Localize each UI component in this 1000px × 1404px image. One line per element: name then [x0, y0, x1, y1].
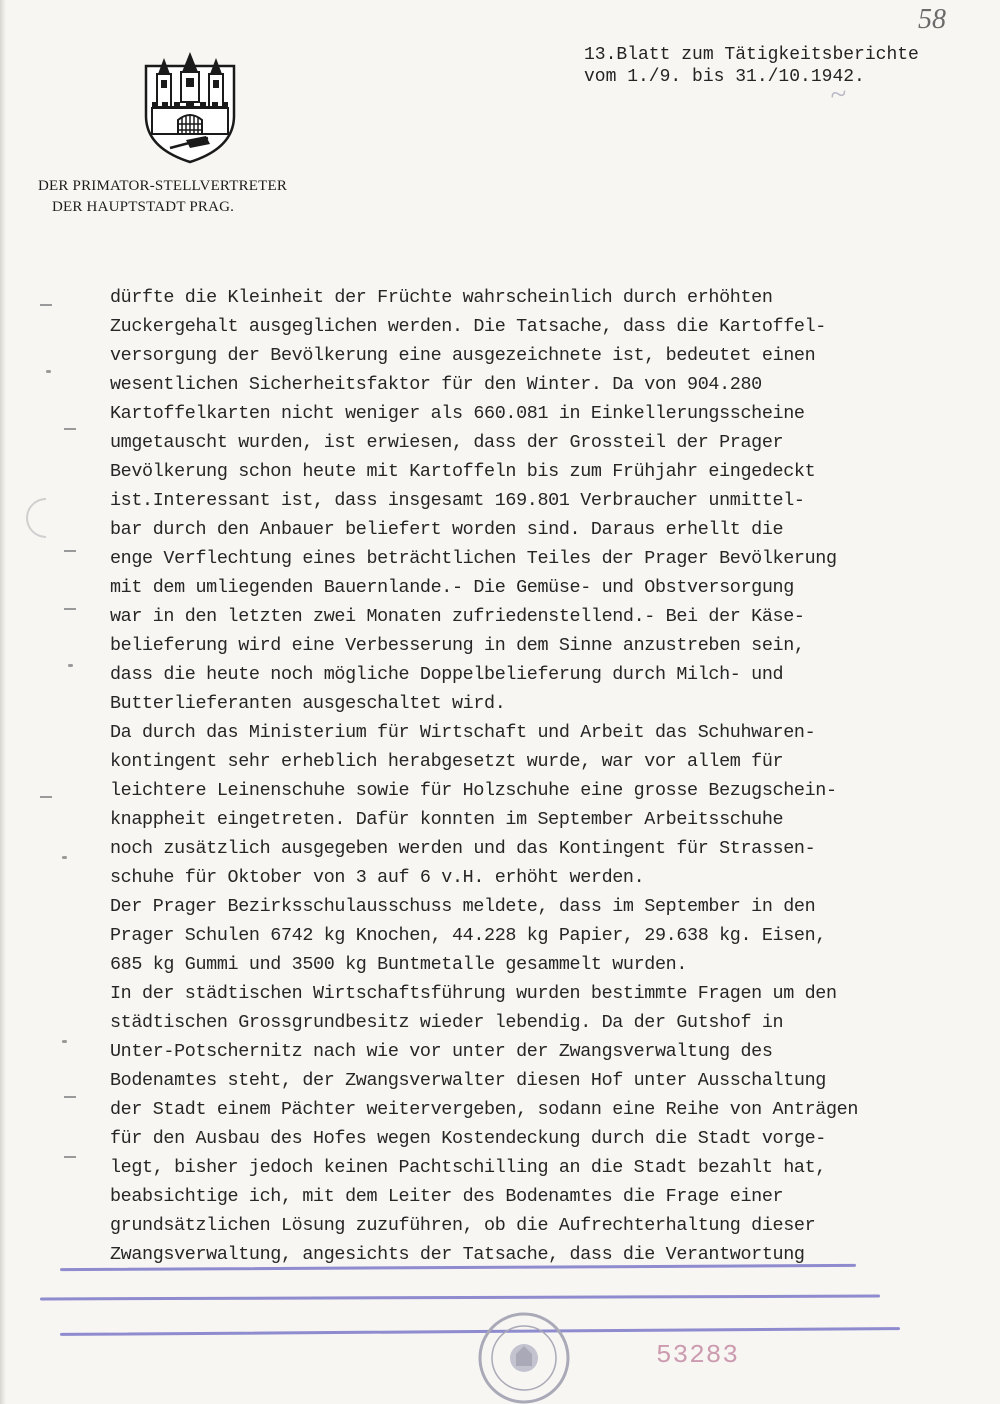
text-line: war in den letzten zwei Monaten zufriedenstellend.- Bei der Käse-: [110, 606, 805, 627]
text-line: dass die heute noch mögliche Doppelbelieferung durch Milch- und: [110, 664, 784, 685]
text-line: schuhe für Oktober von 3 auf 6 v.H. erhöht werden.: [110, 867, 645, 888]
text-line: Bodenamtes steht, der Zwangsverwalter diesen Hof unter Ausschaltung: [110, 1070, 826, 1091]
margin-mark: [40, 796, 52, 798]
margin-mark: [64, 1156, 76, 1158]
report-reference: [584, 44, 919, 88]
text-line: Unter-Potschernitz nach wie vor unter der Zwangsverwaltung des: [110, 1041, 773, 1062]
margin-mark: [62, 856, 67, 859]
text-line: noch zusätzlich ausgegeben werden und das Kontingent für Strassen-: [110, 838, 816, 859]
text-line: mit dem umliegenden Bauernlande.- Die Gemüse- und Obstversorgung: [110, 577, 794, 598]
text-line: Prager Schulen 6742 kg Knochen, 44.228 kg Papier, 29.638 kg. Eisen,: [110, 925, 826, 946]
report-period-line: vom 1./9. bis 31./10.1942.: [584, 67, 865, 87]
text-line: kontingent sehr erheblich herabgesetzt wurde, war vor allem für: [110, 751, 784, 772]
archive-number: 53283: [656, 1340, 740, 1370]
text-line: Da durch das Ministerium für Wirtschaft und Arbeit das Schuhwaren-: [110, 722, 816, 743]
report-body-text: [110, 283, 990, 1269]
text-line: versorgung der Bevölkerung eine ausgezeichnete ist, bedeutet einen: [110, 345, 816, 366]
text-line: bar durch den Anbauer beliefert worden sind. Daraus erhellt die: [110, 519, 784, 540]
archive-stamp-icon: [476, 1310, 572, 1404]
pencil-underline: [40, 1295, 880, 1301]
prague-coat-of-arms-icon: [140, 44, 240, 164]
margin-mark: [62, 1040, 67, 1043]
text-line: Der Prager Bezirksschulausschuss meldete, dass im September in den: [110, 896, 816, 917]
text-line: Zuckergehalt ausgeglichen werden. Die Tatsache, dass die Kartoffel-: [110, 316, 826, 337]
text-line: dürfte die Kleinheit der Früchte wahrscheinlich durch erhöhten: [110, 287, 773, 308]
text-line: umgetauscht wurden, ist erwiesen, dass der Grossteil der Prager: [110, 432, 784, 453]
text-line: Butterlieferanten ausgeschaltet wird.: [110, 693, 506, 714]
text-line: enge Verflechtung eines beträchtlichen Teiles der Prager Bevölkerung: [110, 548, 837, 569]
folio-number: 58: [918, 4, 946, 35]
margin-mark: [46, 370, 51, 373]
margin-mark: [64, 1096, 76, 1098]
margin-mark: [64, 428, 76, 430]
page-edge-shadow: [0, 0, 6, 1404]
text-line: legt, bisher jedoch keinen Pachtschilling an die Stadt bezahlt hat,: [110, 1157, 826, 1178]
text-line: grundsätzlichen Lösung zuzuführen, ob die Aufrechterhaltung dieser: [110, 1215, 816, 1236]
margin-mark: [64, 550, 76, 552]
letterhead-city: DER HAUPTSTADT PRAG.: [52, 199, 235, 215]
text-line: Bevölkerung schon heute mit Kartoffeln bis zum Frühjahr eingedeckt: [110, 461, 816, 482]
faded-pencil-mark: ~: [827, 77, 849, 112]
text-line: der Stadt einem Pächter weitervergeben, sodann eine Reihe von Anträgen: [110, 1099, 859, 1120]
punch-hole-mark: [18, 490, 75, 547]
text-line: In der städtischen Wirtschaftsführung wurden bestimmte Fragen um den: [110, 983, 837, 1004]
margin-mark: [64, 608, 76, 610]
text-line: wesentlichen Sicherheitsfaktor für den Winter. Da von 904.280: [110, 374, 762, 395]
margin-mark: [68, 664, 73, 667]
text-line: für den Ausbau des Hofes wegen Kostendeckung durch die Stadt vorge-: [110, 1128, 826, 1149]
text-line: knappheit eingetreten. Dafür konnten im September Arbeitsschuhe: [110, 809, 784, 830]
letterhead-title: DER PRIMATOR-STELLVERTRETER: [38, 178, 288, 194]
report-sheet-line: 13.Blatt zum Tätigkeitsberichte: [584, 45, 919, 65]
text-line: Zwangsverwaltung, angesichts der Tatsache, dass die Verantwortung: [110, 1244, 805, 1265]
text-line: städtischen Grossgrundbesitz wieder lebendig. Da der Gutshof in: [110, 1012, 784, 1033]
text-line: beabsichtige ich, mit dem Leiter des Bodenamtes die Frage einer: [110, 1186, 784, 1207]
text-line: belieferung wird eine Verbesserung in dem Sinne anzustreben sein,: [110, 635, 805, 656]
text-line: 685 kg Gummi und 3500 kg Buntmetalle gesammelt wurden.: [110, 954, 688, 975]
text-line: Kartoffelkarten nicht weniger als 660.081 in Einkellerungsscheine: [110, 403, 805, 424]
text-line: ist.Interessant ist, dass insgesamt 169.801 Verbraucher unmittel-: [110, 490, 805, 511]
letterhead: [38, 176, 338, 218]
text-line: leichtere Leinenschuhe sowie für Holzschuhe eine grosse Bezugschein-: [110, 780, 837, 801]
margin-mark: [40, 304, 52, 306]
